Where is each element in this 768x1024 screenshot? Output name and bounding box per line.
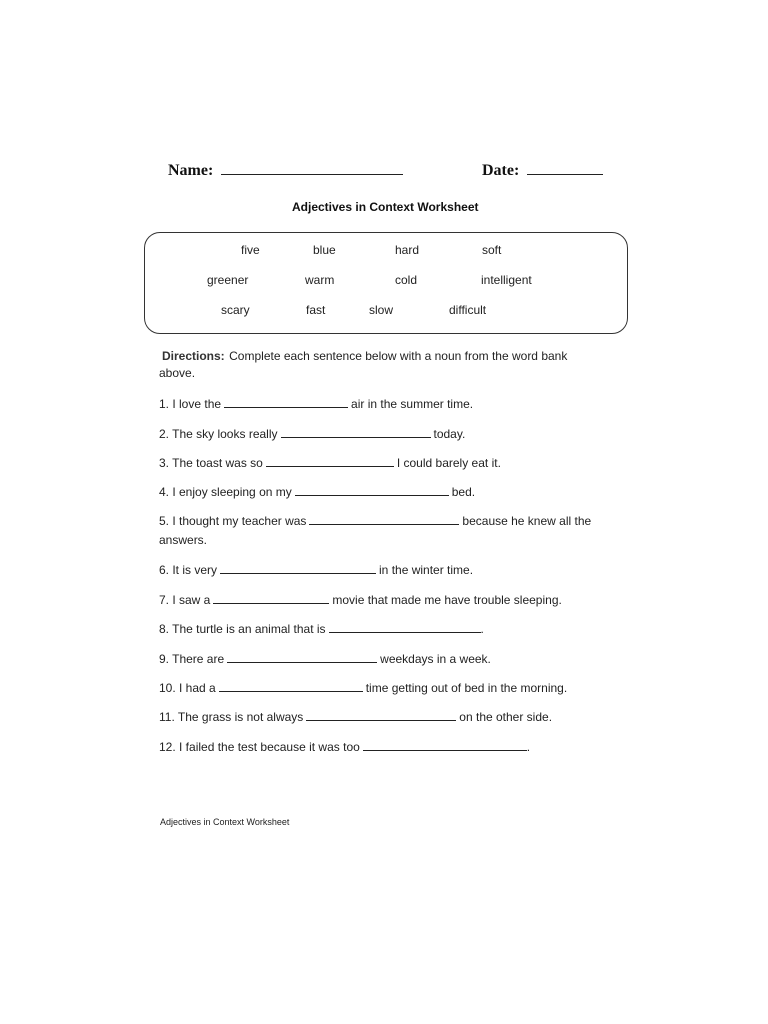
sentence-5	[159, 513, 591, 528]
sentence-6	[159, 562, 473, 577]
sentence-text: time getting out of bed in the morning.	[365, 681, 568, 695]
directions-label: Directions:	[162, 349, 225, 363]
sentence-text: 6. It is very	[159, 563, 218, 577]
sentence-text: .	[526, 740, 531, 754]
sentence-text: I could barely eat it.	[396, 456, 501, 470]
name-label: Name:	[168, 162, 214, 179]
sentence-text: 3. The toast was so	[159, 456, 263, 470]
sentence-text: 2. The sky looks really	[159, 427, 278, 441]
sentence-text: on the other side.	[459, 710, 553, 724]
answer-blank[interactable]	[363, 739, 527, 751]
sentence-text: 4. I enjoy sleeping on my	[159, 485, 292, 499]
sentence-2	[159, 426, 465, 441]
answer-blank[interactable]	[266, 455, 394, 467]
word-bank-item: cold	[395, 273, 418, 287]
sentence-text: because he knew all the	[462, 514, 592, 528]
answer-blank[interactable]	[220, 562, 376, 574]
sentence-text: 8. The turtle is an animal that is	[159, 622, 326, 636]
worksheet-title: Adjectives in Context Worksheet	[292, 200, 479, 214]
directions	[162, 347, 567, 365]
sentence-9	[159, 651, 491, 666]
answer-blank[interactable]	[329, 621, 481, 633]
sentence-11	[159, 709, 552, 724]
name-field[interactable]	[168, 162, 403, 180]
sentence-5-cont: answers.	[159, 533, 208, 547]
directions-text: Complete each sentence below with a noun from the word bank	[229, 349, 568, 363]
answer-blank[interactable]	[213, 592, 329, 604]
word-bank	[144, 232, 628, 334]
sentence-8	[159, 621, 484, 636]
sentence-text: 11. The grass is not always	[159, 710, 304, 724]
answer-blank[interactable]	[309, 513, 459, 525]
sentence-text: 1. I love the	[159, 397, 222, 411]
sentence-7	[159, 592, 562, 607]
sentence-1	[159, 396, 473, 411]
sentence-text: today.	[433, 427, 466, 441]
sentence-text: 12. I failed the test because it was too	[159, 740, 360, 754]
answer-blank[interactable]	[227, 651, 377, 663]
answer-blank[interactable]	[281, 426, 431, 438]
sentence-text: bed.	[451, 485, 476, 499]
word-bank-item: fast	[306, 303, 326, 317]
word-bank-item: blue	[313, 243, 336, 257]
directions-text-cont: above.	[159, 366, 196, 380]
word-bank-item: warm	[305, 273, 335, 287]
answer-blank[interactable]	[219, 680, 363, 692]
answer-blank[interactable]	[295, 484, 449, 496]
page-footer: Adjectives in Context Worksheet	[160, 817, 290, 827]
word-bank-item: difficult	[449, 303, 487, 317]
sentence-text: 7. I saw a	[159, 593, 211, 607]
sentence-3	[159, 455, 501, 470]
word-bank-item: intelligent	[481, 273, 532, 287]
word-bank-item: slow	[369, 303, 394, 317]
answer-blank[interactable]	[224, 396, 348, 408]
answer-blank[interactable]	[306, 709, 456, 721]
sentence-12	[159, 739, 530, 754]
date-label: Date:	[482, 162, 520, 179]
word-bank-item: scary	[221, 303, 250, 317]
sentence-text: 10. I had a	[159, 681, 216, 695]
sentence-10	[159, 680, 567, 695]
word-bank-item: five	[241, 243, 260, 257]
sentence-text: 9. There are	[159, 652, 225, 666]
name-blank[interactable]	[221, 162, 403, 175]
sentence-text: .	[480, 622, 484, 636]
word-bank-item: hard	[395, 243, 420, 257]
date-field[interactable]	[482, 162, 603, 180]
sentence-text: in the winter time.	[379, 563, 474, 577]
sentence-text: air in the summer time.	[351, 397, 474, 411]
sentence-text: movie that made me have trouble sleeping.	[332, 593, 562, 607]
word-bank-item: greener	[207, 273, 249, 287]
date-blank[interactable]	[527, 162, 603, 175]
word-bank-item: soft	[482, 243, 502, 257]
sentence-4	[159, 484, 475, 499]
sentence-text: weekdays in a week.	[380, 652, 491, 666]
sentence-text: 5. I thought my teacher was	[159, 514, 307, 528]
